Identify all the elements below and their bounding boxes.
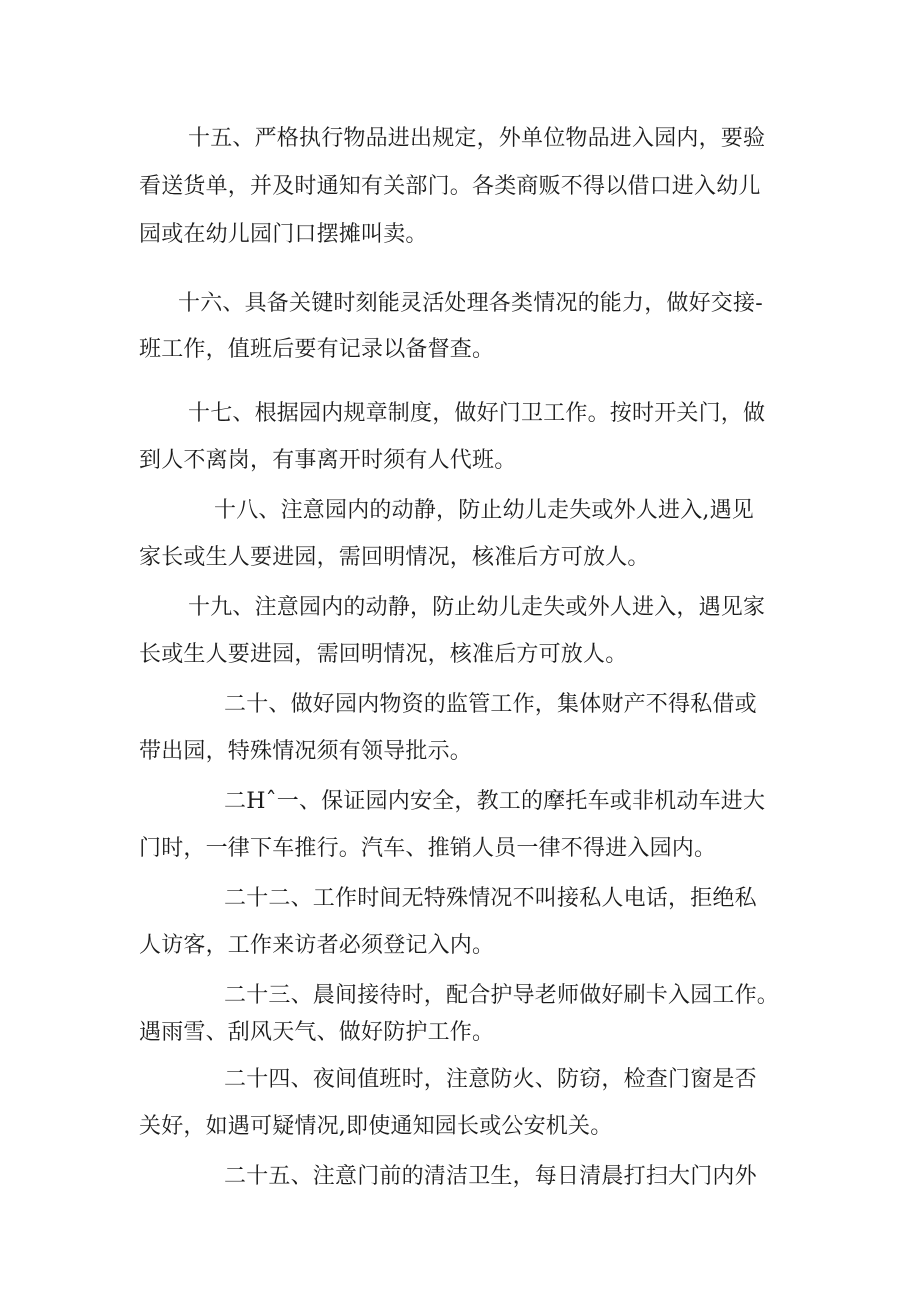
text-line: 园或在幼儿园门口摆摊叫卖。: [139, 222, 428, 247]
text-line: 十七、根据园内规章制度，做好门卫工作。按时开关门，做: [188, 401, 766, 426]
text-line: 遇雨雪、刮风天气、做好防护工作。: [139, 1020, 495, 1045]
text-line: 二Hˆ一、保证园内安全，教工的摩托车或非机动车进大: [224, 789, 766, 814]
text-line: 二十三、晨间接待时，配合护导老师做好刷卡入园工作。: [224, 983, 780, 1008]
text-line: 十六、具备关键时刻能灵活处理各类情况的能力，做好交接-: [178, 291, 763, 316]
text-line: 十八、注意园内的动静，防止幼儿走失或外人进入,遇见: [214, 498, 754, 523]
text-line: 长或生人要进园，需回明情况，核准后方可放人。: [139, 642, 628, 667]
text-line: 二十四、夜间值班时，注意防火、防窃，检查门窗是否: [224, 1067, 757, 1092]
text-line: 十五、严格执行物品进出规定，外单位物品进入园内，要验: [188, 126, 766, 151]
text-line: 十九、注意园内的动静，防止幼儿走失或外人进入，遇见家: [188, 595, 766, 620]
text-line: 二十五、注意门前的清洁卫生，每日清晨打扫大门内外: [224, 1164, 757, 1189]
text-line: 班工作，值班后要有记录以备督查。: [139, 337, 495, 362]
text-line: 二十二、工作时间无特殊情况不叫接私人电话，拒绝私: [224, 886, 757, 911]
text-line: 看送货单，并及时通知有关部门。各类商贩不得以借口进入幼儿: [139, 174, 761, 199]
text-line: 关好，如遇可疑情况,即使通知园长或公安机关。: [139, 1114, 613, 1139]
text-line: 到人不离岗，有事离开时须有人代班。: [139, 448, 517, 473]
text-line: 带出园，特殊情况须有领导批示。: [139, 739, 473, 764]
text-line: 门时，一律下车推行。汽车、推销人员一律不得进入园内。: [139, 836, 717, 861]
text-line: 家长或生人要进园，需回明情况，核准后方可放人。: [139, 545, 650, 570]
text-line: 人访客，工作来访者必须登记入内。: [139, 933, 495, 958]
text-line: 二十、做好园内物资的监管工作，集体财产不得私借或: [224, 692, 757, 717]
